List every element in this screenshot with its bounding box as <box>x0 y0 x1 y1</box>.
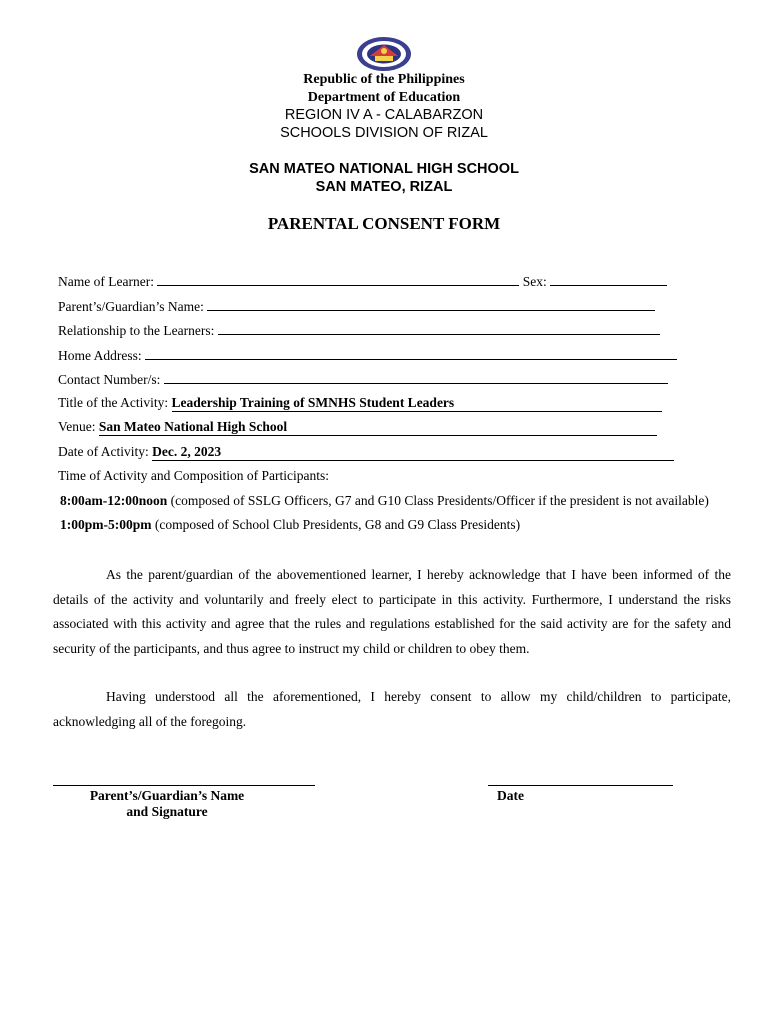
relationship-label: Relationship to the Learners: <box>58 323 215 338</box>
schedule-time: 8:00am-12:00noon <box>60 493 168 508</box>
sex-label: Sex: <box>522 274 547 289</box>
deped-seal-logo <box>356 36 412 72</box>
guardian-signature-line[interactable] <box>53 785 315 786</box>
date-signature-line[interactable] <box>488 785 673 786</box>
date-value: Dec. 2, 2023 <box>152 444 222 459</box>
guardian-signature-label <box>53 788 281 820</box>
schedule-item <box>60 493 709 509</box>
relationship-row <box>58 321 660 339</box>
date-label: Date of Activity: <box>58 444 149 459</box>
learner-label: Name of Learner: <box>58 274 154 289</box>
schedule-item <box>60 517 520 533</box>
schedule-desc: (composed of School Club Presidents, G8 and G9 Class Presidents) <box>154 517 521 532</box>
venue-field <box>99 419 657 436</box>
schedule-time: 1:00pm-5:00pm <box>60 517 152 532</box>
contact-blank[interactable] <box>164 370 668 384</box>
time-label: Time of Activity and Composition of Participants: <box>58 468 329 483</box>
guardian-signature-label-line1: Parent’s/Guardian’s Name <box>89 788 245 803</box>
consent-paragraph: Having understood all the aforementioned, I hereby consent to allow my child/children to participate, acknowledging all of the foregoing. <box>53 689 731 729</box>
form-title: PARENTAL CONSENT FORM <box>267 214 501 233</box>
activity-field <box>172 395 662 412</box>
header-region: REGION IV A - CALABARZON <box>284 107 484 123</box>
guardian-signature-label-line2: and Signature <box>126 804 208 819</box>
learner-name-blank[interactable] <box>157 272 519 286</box>
address-row <box>58 346 677 364</box>
address-blank[interactable] <box>145 346 677 360</box>
header-deped: Department of Education <box>307 90 461 105</box>
venue-row <box>58 419 657 436</box>
venue-value: San Mateo National High School <box>98 419 288 434</box>
guardian-row <box>58 297 655 315</box>
venue-label: Venue: <box>58 419 96 434</box>
schedule-desc: (composed of SSLG Officers, G7 and G10 Class Presidents/Officer if the president is not available) <box>170 493 709 508</box>
school-location: SAN MATEO, RIZAL <box>315 179 453 195</box>
date-row <box>58 444 674 461</box>
guardian-name-blank[interactable] <box>207 297 655 311</box>
header-division: SCHOOLS DIVISION OF RIZAL <box>280 125 488 141</box>
activity-row <box>58 395 662 412</box>
sex-blank[interactable] <box>550 272 667 286</box>
address-label: Home Address: <box>58 348 142 363</box>
date-field <box>152 444 674 461</box>
activity-label: Title of the Activity: <box>58 395 169 410</box>
school-name: SAN MATEO NATIONAL HIGH SCHOOL <box>249 161 519 177</box>
guardian-label: Parent’s/Guardian’s Name: <box>58 299 204 314</box>
header-republic: Republic of the Philippines <box>303 72 465 87</box>
activity-value: Leadership Training of SMNHS Student Leaders <box>171 395 455 410</box>
relationship-blank[interactable] <box>218 321 660 335</box>
contact-label: Contact Number/s: <box>58 372 161 387</box>
acknowledgment-paragraph: As the parent/guardian of the abovementioned learner, I hereby acknowledge that I have been informed of the details of the activity and voluntarily and freely elect to participate in this activity. Furthermore, I understand the risks associated with this activity and agree that the rules and regulations established for the said activity are for the safety and security of the participants, and thus agree to instruct my child or children to obey them. <box>53 567 731 656</box>
date-signature-label: Date <box>497 788 524 803</box>
learner-row <box>58 272 667 290</box>
contact-row <box>58 370 668 388</box>
